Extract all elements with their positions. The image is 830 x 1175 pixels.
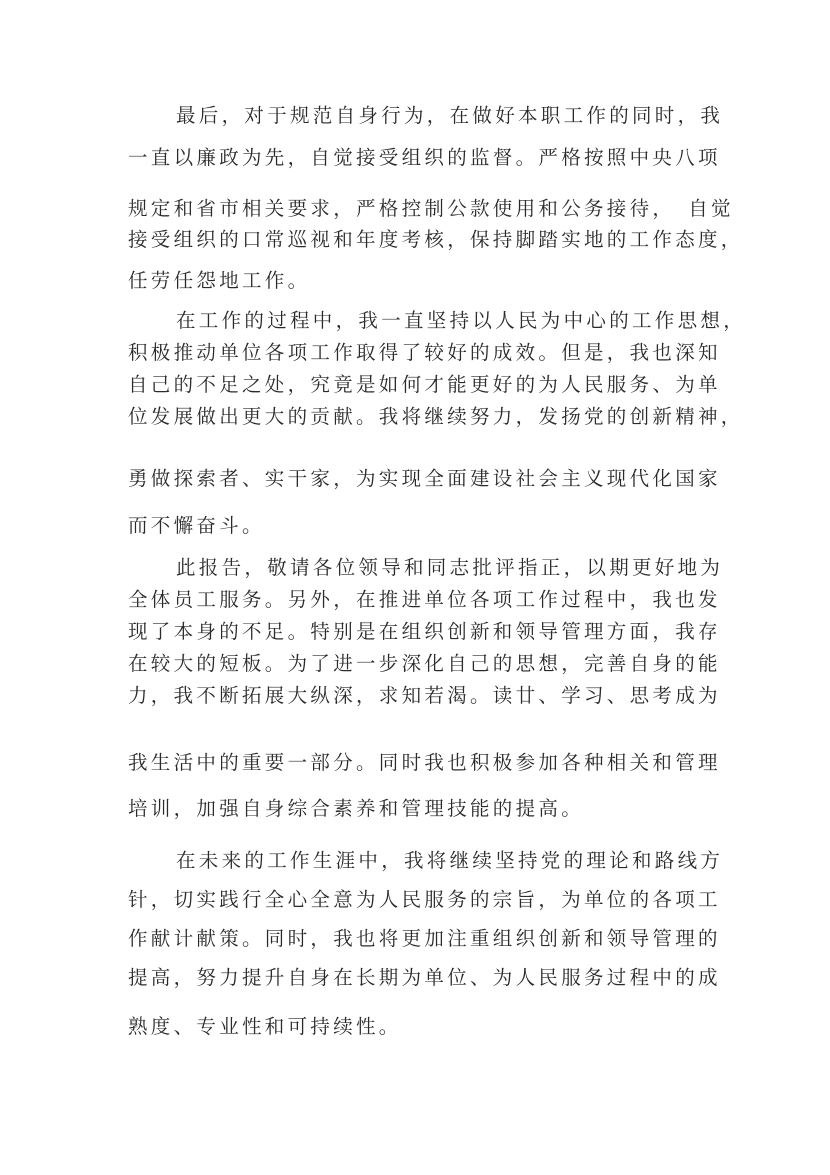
text-line: 积极推动单位各项工作取得了较好的成效。但是，我也深知 (128, 341, 721, 364)
text-line: 勇做探索者、实干家，为实现全面建设社会主义现代化国家 (128, 467, 721, 490)
text-line: 最后，对于规范自身行为，在做好本职工作的同时，我 (176, 104, 724, 127)
text-line: 现了本身的不足。特别是在组织创新和领导管理方面，我存 (128, 620, 721, 643)
text-line: 在工作的过程中，我一直坚持以人民为中心的工作思想， (176, 309, 747, 332)
text-line: 规定和省市相关要求，严格控制公款使用和公务接待， 自觉 (128, 197, 734, 220)
text-line: 任劳任怨地工作。 (128, 269, 311, 292)
text-line: 而不懈奋斗。 (128, 514, 265, 537)
text-line: 我生活中的重要一部分。同时我也积极参加各种相关和管理 (128, 751, 721, 774)
text-line: 一直以廉政为先，自觉接受组织的监督。严格按照中央八项 (128, 146, 721, 169)
text-line: 熟度、专业性和可持续性。 (128, 1015, 402, 1038)
text-line: 接受组织的口常巡视和年度考核，保持脚踏实地的工作态度， (128, 228, 744, 251)
text-line: 在未来的工作生涯中，我将继续坚持党的理论和路线方 (176, 849, 724, 872)
text-line: 提高，努力提升自身在长期为单位、为人民服务过程中的成 (128, 966, 721, 989)
text-line: 力，我不断拓展大纵深，求知若渴。读廿、学习、思考成为 (128, 684, 721, 707)
text-line: 针，切实践行全心全意为人民服务的宗旨，为单位的各项工 (128, 888, 721, 911)
text-line: 培训，加强自身综合素养和管理技能的提高。 (128, 797, 585, 820)
text-line: 自己的不足之处，究竟是如何才能更好的为人民服务、为单 (128, 373, 721, 396)
text-line: 在较大的短板。为了进一步深化自己的思想，完善自身的能 (128, 652, 721, 675)
text-line: 全体员工服务。另外，在推进单位各项工作过程中，我也发 (128, 588, 721, 611)
text-line: 作献计献策。同时，我也将更加注重组织创新和领导管理的 (128, 927, 721, 950)
text-line: 位发展做出更大的贡献。我将继续努力，发扬党的创新精神， (128, 405, 744, 428)
text-line: 此报告，敬请各位领导和同志批评指正，以期更好地为 (176, 556, 724, 579)
